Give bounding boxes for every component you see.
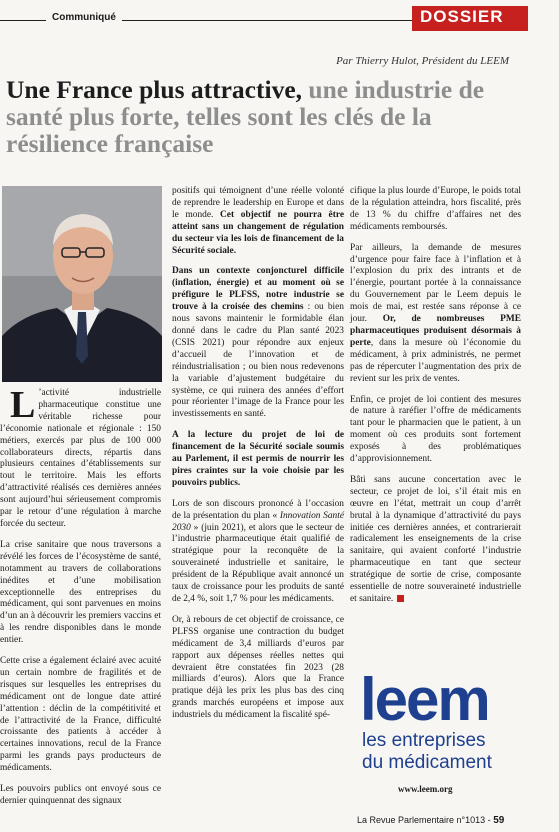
logo-tagline-1: les entreprises [362, 730, 486, 751]
col2-p4-text-b: » (juin 2021), et alors que le secteur de l’industrie pharmaceutique était qualifié de stratégique pour la reconquête de la souveraineté industrielle et sanitaire, le président de la République avait annoncé un taux de croissance pour les produits de santé de 2,4 %, soit 1,7 % pour les médicaments. [172, 522, 344, 604]
col2-p3-bold: A la lecture du projet de loi de financement de la Sécurité sociale soumis au Parlement, il est permis de nourrir les pires craintes sur la voie choisie par les pouvoirs publics. [172, 430, 344, 488]
column-1 [0, 384, 161, 817]
col1-paragraph-2: La crise sanitaire que nous traversons a révélé les forces de l’écosystème de santé, notamment au travers de collaborations inédites et d’une mobilisation exceptionnelle des entreprises du médicament, qui sont parvenues en moins d’un an à découvrir les premiers vaccins et à les rendre disponibles dans le monde entier. [0, 539, 161, 646]
section-label: Communiqué [46, 12, 122, 23]
footer-publication: La Revue Parlementaire n°1013 - [357, 815, 494, 825]
dossier-banner: DOSSIER [412, 6, 528, 28]
page-footer [357, 815, 504, 826]
col1-paragraph-3: Cette crise a également éclairé avec acuité un certain nombre de fragilités et de risques sur lesquelles les entreprises du médicament ont de longue date attiré l’attention : déclin de la compétitivité et de l’attractivité de la France, difficulté croissante des patients à accéder à certaines innovations, recul de la France parmi les grands pays producteurs de médicaments. [0, 656, 161, 774]
dossier-underline [412, 28, 528, 31]
author-portrait [2, 186, 162, 382]
col3-p2-text-c: , dans la mesure où l’économie du médicament, à prix administrés, ne permet pas de répercuter l’augmentation des prix de revient sur les prix de ventes. [350, 337, 521, 384]
col3-paragraph-3: Enfin, ce projet de loi contient des mesures de nature à raréfier l’offre de médicaments tant pour le pharmacien que le patient, à un moment où ces produits sont fortement exposés à des problématiques d’approvisionnement. [350, 394, 521, 465]
col3-p4-text: Bâti sans aucune concertation avec le secteur, ce projet de loi, s’il était mis en œuvre en l’état, mettrait un coup d’arrêt brutal à la dynamique d’attractivité du pays initiée ces dernières années, et contrarierait radicalement les enseignements de la crise sanitaire, qui avaient conforté l’industrie pharmaceutique en tant que secteur stratégique de sortie de crise, composante essentielle de notre souveraineté industrielle et sanitaire. [350, 474, 521, 604]
col2-p1-bold: Cet objectif ne pourra être atteint sans un changement de régulation du secteur via les lois de financement de la Sécurité sociale. [172, 209, 344, 256]
logo-tagline-2: du médicament [362, 752, 492, 773]
col2-p1-text: positifs qui témoignent d’une réelle volonté de reprendre le leadership en Europe et dans le monde. [172, 186, 344, 220]
column-2 [172, 186, 344, 731]
col2-p2-text: : ou bien nous savons maintenir le formidable élan donné dans le cadre du Plan santé 2023 (CSIS 2021) pour répondre aux enjeux d’accueil de l’innovation et de réindustrialisation ; ou bien nous redevenons la variable d’ajustement budgétaire du système, ce qui ruinera des années d’effort pour réorienter l’image de la France pour les investissements en santé. [172, 302, 344, 420]
col3-paragraph-1: cifique la plus lourde d’Europe, le poids total de la régulation atteindra, hors fiscalité, près de 13 % du chiffre d’affaires net des médicaments remboursés. [350, 186, 521, 232]
column-3 [350, 186, 521, 615]
col3-p2-bold: Or, de nombreuses PME pharmaceutiques produisent désormais à perte [350, 314, 522, 348]
title-dark-part: Une France plus attractive, [6, 75, 303, 104]
col2-p4-text-a: Lors de son discours prononcé à l’occasion de la présentation du plan « [172, 498, 344, 521]
title-grey-part: une industrie de santé plus forte, telles sont les clés de la résilience française [6, 75, 485, 158]
end-mark-icon [397, 595, 404, 602]
portrait-illustration [2, 186, 162, 382]
col2-paragraph-1 [172, 186, 344, 257]
col1-p1-text: ’activité industrielle pharmaceutique constitue une véritable richesse pour l’économie nationale et régionale : 150 métiers, exercés par plus de 100 000 collaborateurs directs, répartis dans plusieurs centaines d’établissements sur tout le territoire. Mais les efforts d’attractivité réalisés ces dernières années sont aujourd’hui sérieusement compromis par le retour d’une régulation à marche forcée du secteur. [0, 388, 161, 529]
drop-cap: L [10, 384, 36, 426]
col2-paragraph-2 [172, 266, 344, 421]
logo-wordmark: leem [360, 668, 489, 733]
byline: Par Thierry Hulot, Président du LEEM [336, 55, 509, 67]
article-title [6, 76, 526, 157]
col1-paragraph-1 [0, 384, 161, 531]
col2-paragraph-4 [172, 499, 344, 606]
leem-logo-graphic [354, 668, 524, 778]
page-number: 59 [493, 815, 505, 826]
col3-paragraph-2 [350, 243, 521, 386]
website-link[interactable]: www.leem.org [398, 784, 453, 794]
col2-p2-bold: Dans un contexte conjoncturel difficile (inflation, énergie) et au moment où se préfigure le PLFSS, notre industrie se trouve à la croisée des chemins [172, 266, 344, 313]
col3-p2-text-a: Par ailleurs, la demande de mesures d’urgence pour faire face à l’inflation et à l’explosion du prix des intrants et de l’énergie, pourtant portée à la connaissance du Gouvernement par le Leem depuis le mois de mai, est restée sans réponse à ce jour. [350, 242, 521, 325]
col1-paragraph-4: Les pouvoirs publics ont envoyé sous ce dernier quinquennat des signaux [0, 784, 161, 806]
col2-p4-italic: Innovation Santé 2030 [172, 510, 344, 533]
col3-paragraph-4 [350, 475, 521, 606]
col2-paragraph-5: Or, à rebours de cet objectif de croissance, ce PLFSS organise une contraction du budget médicament de 3,4 milliards d’euros par rapport aux dépenses réelles nettes qui devraient être constatées fin 2023 (28 milliards d’euros). Alors que la France pratique déjà les prix les plus bas des cinq grands marchés européens et impose aux industriels du médicament la fiscalité spé- [172, 614, 344, 721]
leem-logo [354, 668, 524, 778]
col2-paragraph-3 [172, 430, 344, 490]
